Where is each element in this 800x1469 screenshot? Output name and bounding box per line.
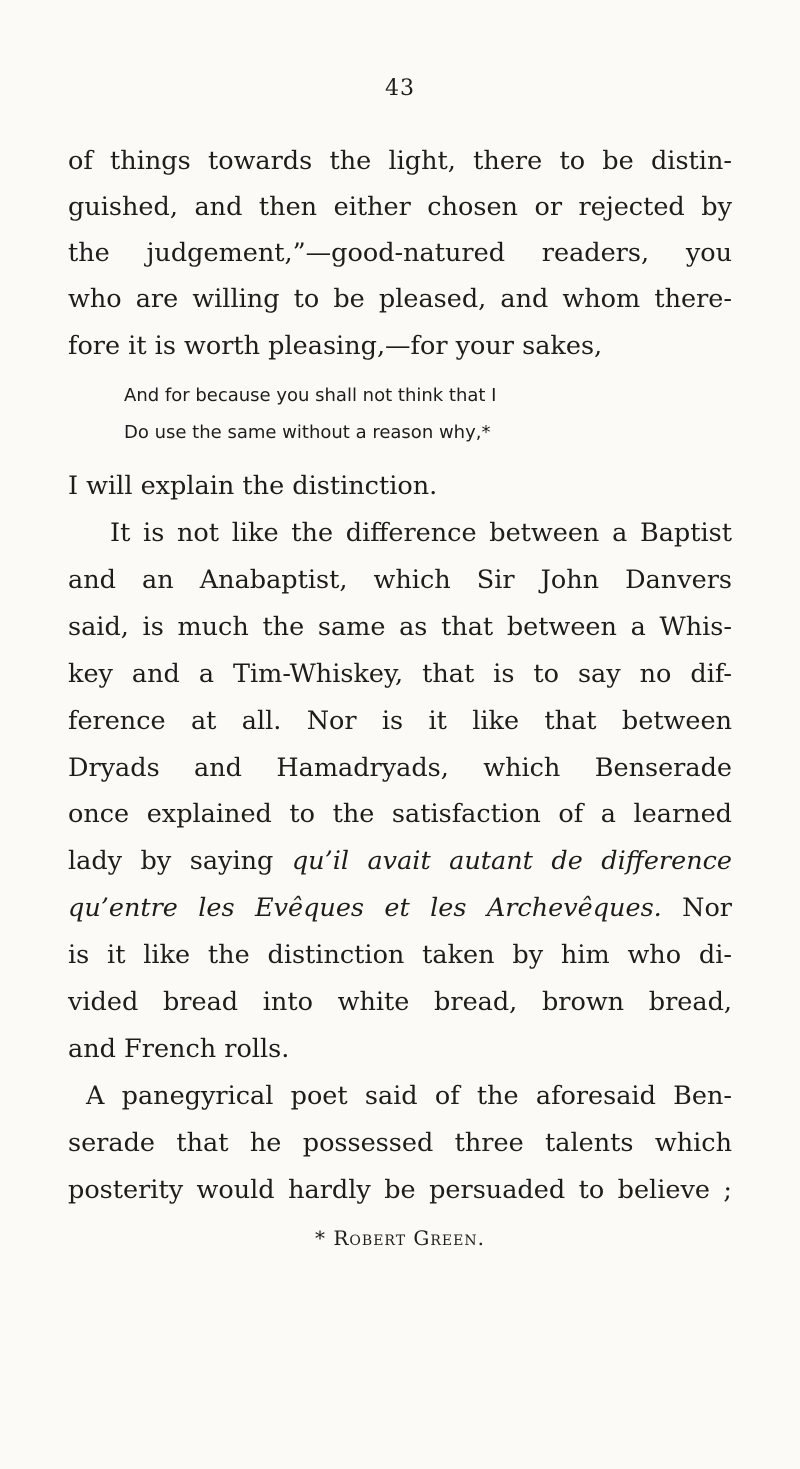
text-run: lady by saying xyxy=(68,846,292,876)
text-run: Nor xyxy=(661,893,732,923)
text-line: A panegyrical poet said of the aforesaid Ben- xyxy=(86,1081,732,1111)
text-line: serade that he possessed three talents which xyxy=(68,1128,732,1158)
text-line: vided bread into white bread, brown bread, xyxy=(68,987,732,1017)
text-line: ference at all. Nor is it like that between xyxy=(68,706,732,736)
text-line: of things towards the light, there to be distin- xyxy=(68,146,732,176)
text-line: key and a Tim-Whiskey, that is to say no dif- xyxy=(68,659,732,689)
text-line: the judgement,”—good-natured readers, you xyxy=(68,238,732,268)
page-number: 43 xyxy=(385,76,415,101)
text-line: said, is much the same as that between a Whis- xyxy=(68,612,732,642)
text-line: I will explain the distinction. xyxy=(68,471,438,501)
italic-text: qu’il avait autant de difference xyxy=(291,846,732,876)
verse-line: And for because you shall not think that I xyxy=(124,385,497,406)
text-line: It is not like the difference between a Baptist xyxy=(110,518,732,548)
footnote: * Robert Green. xyxy=(315,1226,485,1250)
text-line: once explained to the satisfaction of a learned xyxy=(68,799,732,829)
text-line: and an Anabaptist, which Sir John Danvers xyxy=(68,565,732,595)
text-line: Dryads and Hamadryads, which Benserade xyxy=(68,753,732,783)
text-line: and French rolls. xyxy=(68,1034,290,1064)
text-line xyxy=(68,845,732,877)
text-line: guished, and then either chosen or rejected by xyxy=(68,192,732,222)
text-line xyxy=(68,892,732,924)
text-line: who are willing to be pleased, and whom there- xyxy=(68,284,732,314)
verse-line: Do use the same without a reason why,* xyxy=(124,422,491,443)
text-line: fore it is worth pleasing,—for your sakes, xyxy=(68,331,603,361)
italic-text: qu’entre les Evêques et les Archevêques. xyxy=(68,893,662,923)
text-line: posterity would hardly be persuaded to believe ; xyxy=(68,1175,732,1205)
text-line: is it like the distinction taken by him who di- xyxy=(68,940,732,970)
